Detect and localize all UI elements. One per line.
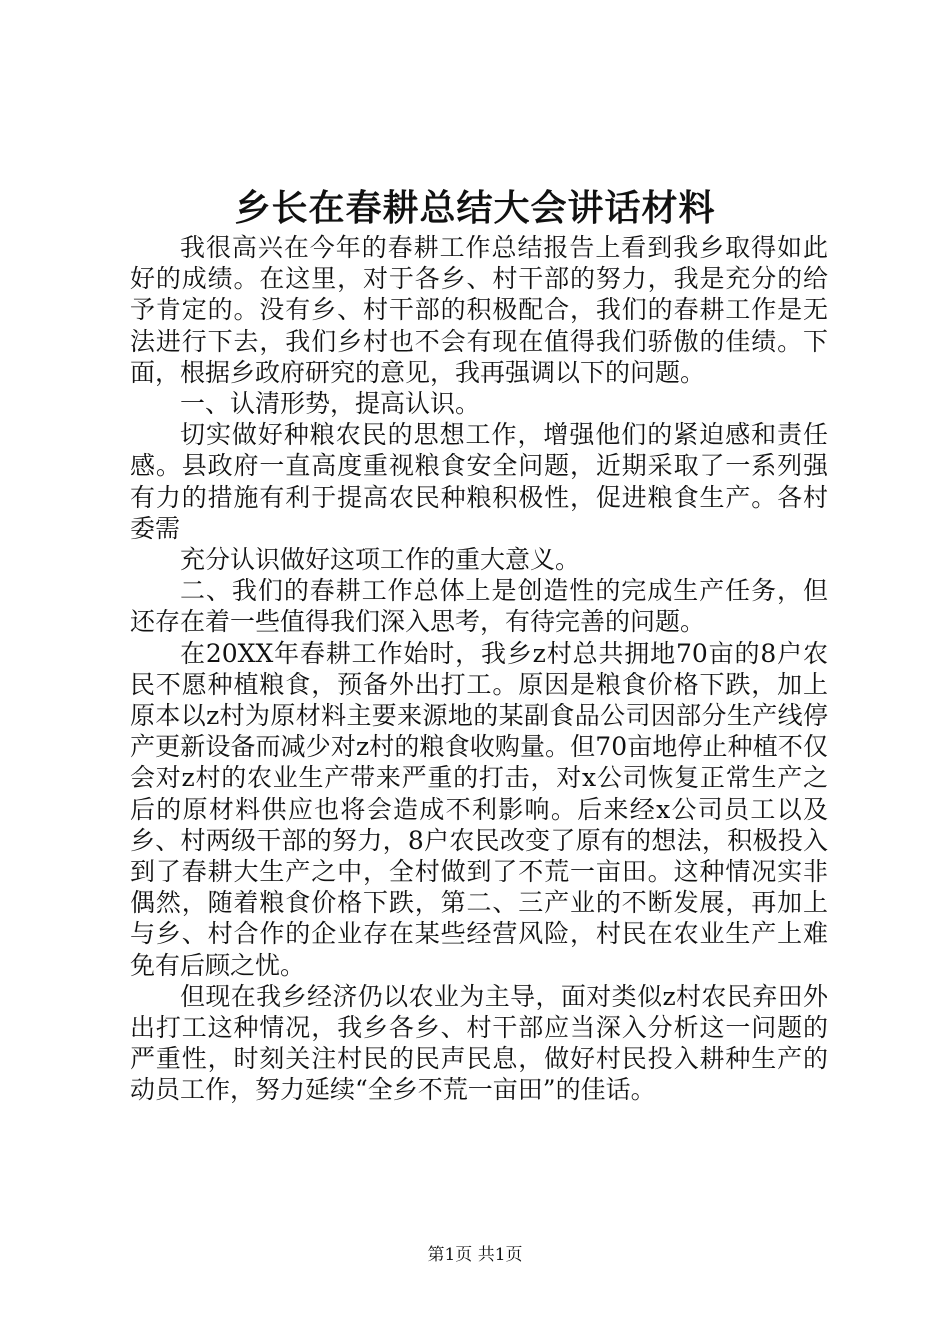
document-body [130, 232, 828, 1106]
page-footer: 第1页 共1页 [427, 1245, 523, 1265]
paragraph-significance: 充分认识做好这项工作的重大意义。 [180, 545, 581, 575]
paragraph-work: 切实做好种粮农民的思想工作，增强他们的紧迫感和责任感。县政府一直高度重视粮食安全问题，近期采取了一系列强有力的措施有利于提高农民种粮积极性，促进粮食生产。各村委需 [130, 420, 828, 543]
paragraph-heading-1: 一、认清形势，提高认识。 [180, 389, 481, 419]
paragraph-case: 在20XX年春耕工作始时，我乡z村总共拥地70亩的8户农民不愿种植粮食，预备外出打工。原因是粮食价格下跌，加上原本以z村为原材料主要来源地的某副食品公司因部分生产线停产更新设备而减少对z村的粮食收购量。但70亩地停止种植不仅会对z村的农业生产带来严重的打击，对x公司恢复正常生产之后的原材料供应也将会造成不利影响。后来经x公司员工以及乡、村两级干部的努力，8户农民改变了原有的想法，积极投入到了春耕大生产之中，全村做到了不荒一亩田。这种情况实非偶然，随着粮食价格下跌，第二、三产业的不断发展，再加上与乡、村合作的企业存在某些经营风险，村民在农业生产上难免有后顾之忧。 [130, 638, 828, 980]
paragraph-heading-2: 二、我们的春耕工作总体上是创造性的完成生产任务，但还存在着一些值得我们深入思考，有待完善的问题。 [130, 576, 828, 637]
paragraph-conclusion: 但现在我乡经济仍以农业为主导，面对类似z村农民弃田外出打工这种情况，我乡各乡、村干部应当深入分析这一问题的严重性，时刻关注村民的民声民息，做好村民投入耕种生产的动员工作，努力延续“全乡不荒一亩田”的佳话。 [130, 981, 828, 1105]
document-title: 乡长在春耕总结大会讲话材料 [234, 188, 716, 229]
paragraph-intro: 我很高兴在今年的春耕工作总结报告上看到我乡取得如此好的成绩。在这里，对于各乡、村干部的努力，我是充分的给予肯定的。没有乡、村干部的积极配合，我们的春耕工作是无法进行下去，我们乡村也不会有现在值得我们骄傲的佳绩。下面，根据乡政府研究的意见，我再强调以下的问题。 [130, 233, 828, 387]
